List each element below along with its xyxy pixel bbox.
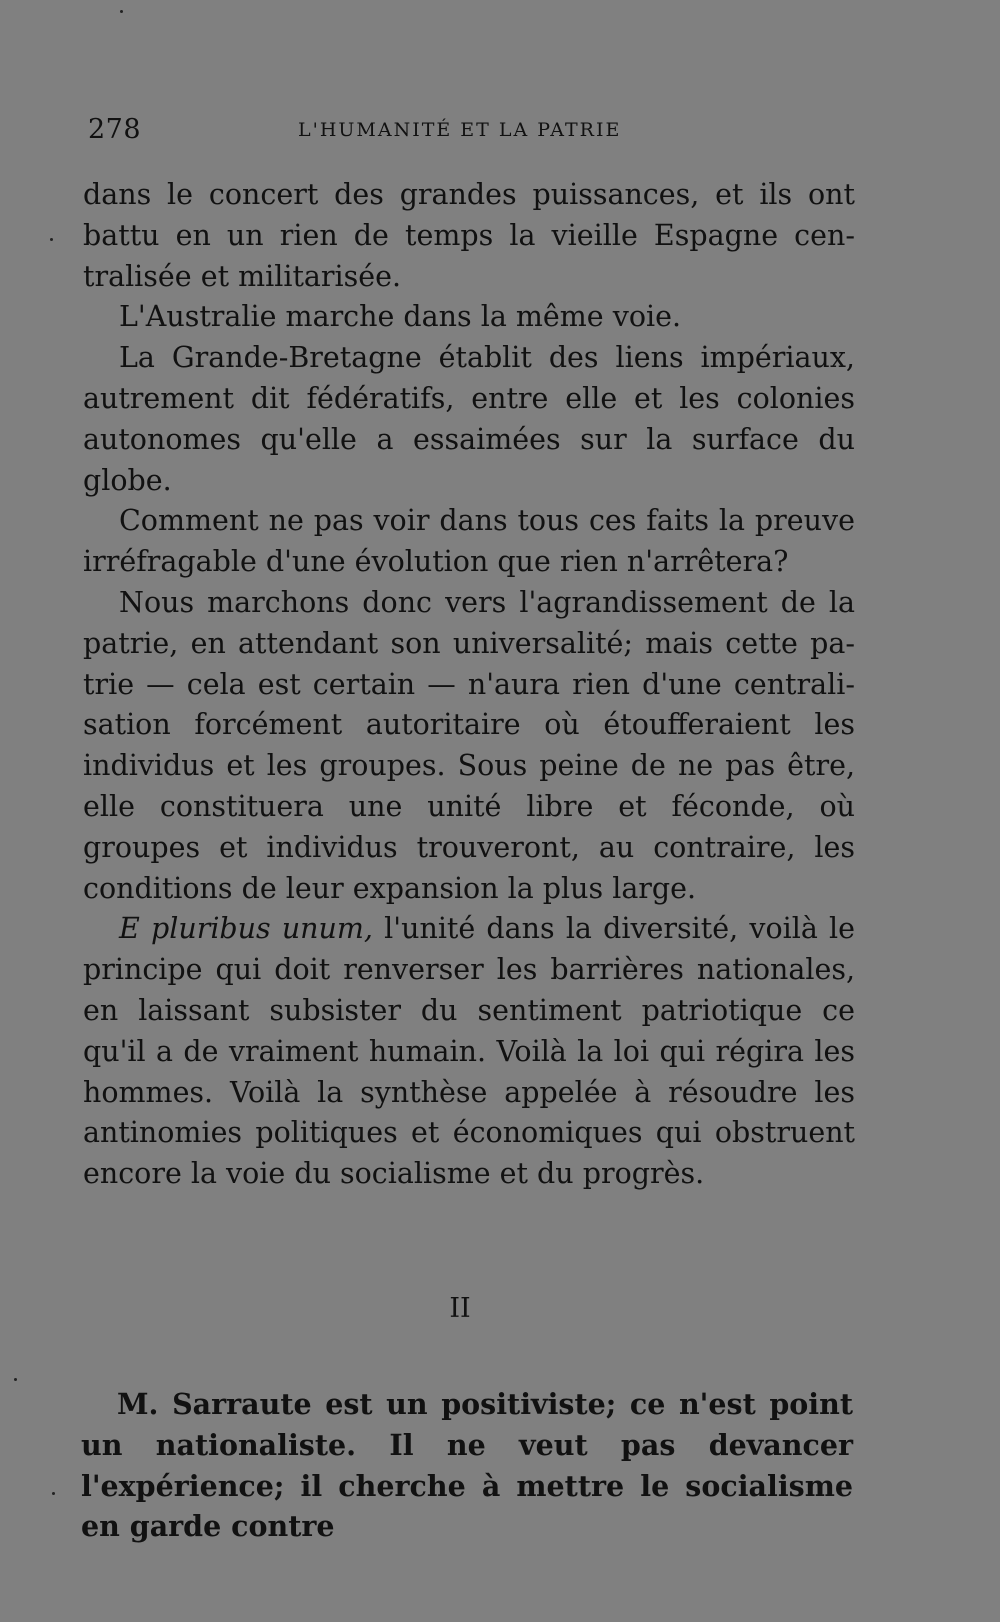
section-text xyxy=(81,1384,853,1547)
print-speck xyxy=(120,10,123,13)
section-number: II xyxy=(449,1293,471,1324)
page-number: 278 xyxy=(88,114,142,145)
paragraph-rest: l'unité dans la diversité, voilà le principe qui doit renverser les barrières nationales, en laissant subsister du sentiment patriotique ce qu'il a de vraiment humain. Voilà la loi qui régira les hommes. Voilà la synthèse appelée à résoudre les antinomies politiques et économiques qui obstruent encore la voie du socialisme et du progrès. xyxy=(83,912,855,1191)
print-speck xyxy=(52,1492,55,1495)
paragraph-continuation: dans le concert des grandes puissances, et ils ont battu en un rien de temps la vieille Espagne centralisée et militarisée. xyxy=(83,178,855,293)
paragraph: Comment ne pas voir dans tous ces faits la preuve irréfragable d'une évolution que rien n'arrêtera? xyxy=(83,504,855,579)
paragraph: Nous marchons donc vers l'agrandissement de la patrie, en attendant son universalité; mais cette patrie — cela est certain — n'aura rien d'une centralisation forcément autoritaire où étoufferaient les individus et les groupes. Sous peine de ne pas être, elle constituera une unité libre et féconde, où groupes et individus trouveront, au contraire, les conditions de leur expansion la plus large. xyxy=(83,585,855,905)
paragraph: L'Australie marche dans la même voie. xyxy=(119,300,682,334)
paragraph: La Grande-Bretagne établit des liens impériaux, autrement dit fédératifs, entre elle et les colonies autonomes qu'elle a essaimées sur la surface du globe. xyxy=(83,341,855,497)
page-header xyxy=(88,114,858,154)
main-text xyxy=(83,175,855,1195)
paragraph: M. Sarraute est un positiviste; ce n'est point un nationaliste. Il ne veut pas devancer l'expérience; il cherche à mettre le socialisme en garde contre xyxy=(81,1387,853,1544)
paragraph-latin-motto xyxy=(83,909,855,1195)
print-speck xyxy=(14,1378,17,1381)
latin-motto: E pluribus unum, xyxy=(119,912,373,946)
running-title: L'HUMANITÉ ET LA PATRIE xyxy=(298,119,622,141)
print-speck xyxy=(50,238,53,241)
